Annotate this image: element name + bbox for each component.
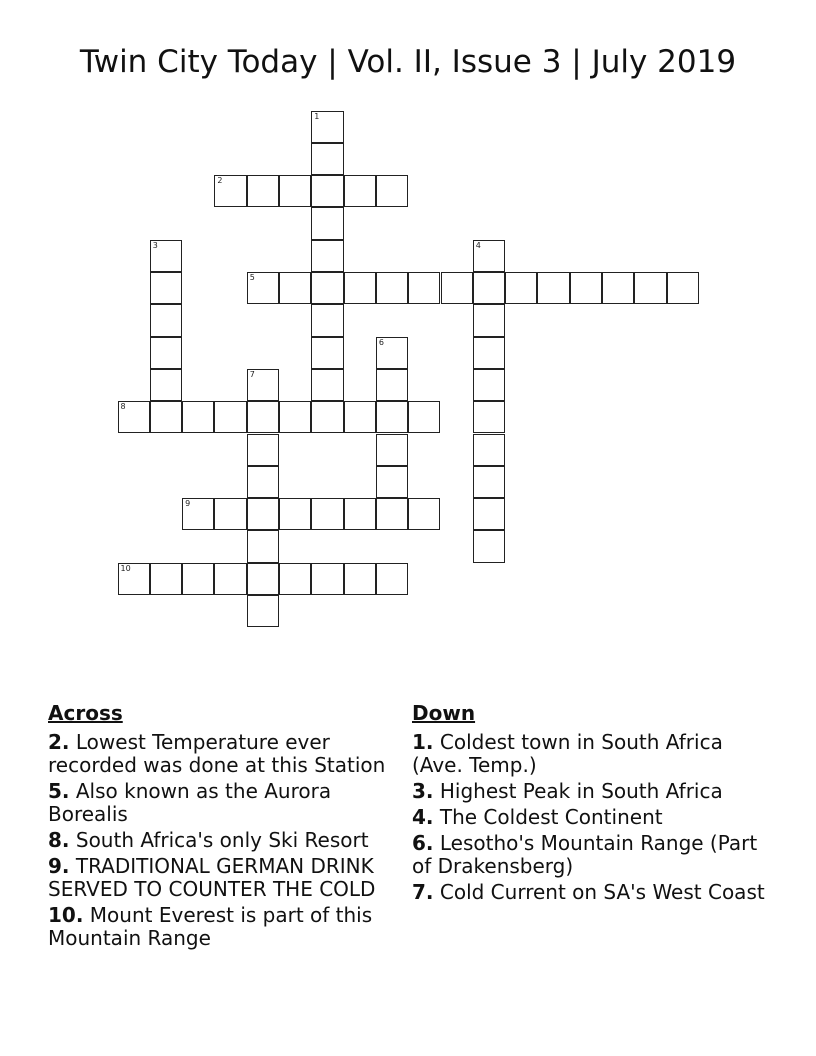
grid-cell[interactable] <box>214 401 246 433</box>
grid-cell[interactable] <box>441 272 473 304</box>
grid-cell[interactable] <box>376 337 408 369</box>
down-heading: Down <box>412 701 476 725</box>
grid-cell[interactable] <box>279 175 311 207</box>
grid-cell[interactable] <box>473 304 505 336</box>
clue-number: 4. <box>412 805 434 829</box>
grid-cell[interactable] <box>473 337 505 369</box>
clue-number: 5. <box>48 779 70 803</box>
grid-cell[interactable] <box>247 401 279 433</box>
cell-number: 5 <box>249 273 255 282</box>
clue-number: 10. <box>48 903 84 927</box>
cell-number: 3 <box>152 240 158 250</box>
clue-down-1 <box>412 731 772 777</box>
cell-number: 8 <box>120 402 126 412</box>
clue-across-2 <box>48 731 408 777</box>
clue-down-4 <box>412 806 772 829</box>
grid-cell[interactable] <box>150 272 182 304</box>
grid-cell[interactable] <box>667 272 699 304</box>
grid-cell[interactable] <box>279 272 311 304</box>
grid-cell[interactable] <box>376 401 408 433</box>
cell-number: 7 <box>249 369 255 379</box>
grid-cell[interactable] <box>408 272 440 304</box>
clue-number: 8. <box>48 828 70 852</box>
grid-cell[interactable] <box>634 272 666 304</box>
grid-cell[interactable] <box>344 563 376 595</box>
grid-cell[interactable] <box>376 369 408 401</box>
clue-across-8 <box>48 829 408 852</box>
grid-cell[interactable] <box>214 563 246 595</box>
grid-cell[interactable] <box>279 498 311 530</box>
grid-cell[interactable] <box>279 563 311 595</box>
grid-cell[interactable] <box>311 498 343 530</box>
clue-text: Cold Current on SA's West Coast <box>439 880 765 904</box>
grid-cell[interactable] <box>150 304 182 336</box>
grid-cell[interactable] <box>247 530 279 562</box>
grid-cell[interactable] <box>473 434 505 466</box>
clue-text: Also known as the Aurora Borealis <box>48 779 332 826</box>
grid-cell[interactable] <box>376 434 408 466</box>
grid-cell[interactable] <box>247 466 279 498</box>
cell-number: 1 <box>314 111 320 121</box>
clue-text: Highest Peak in South Africa <box>439 779 723 803</box>
grid-cell[interactable] <box>247 175 279 207</box>
grid-cell[interactable] <box>214 175 246 207</box>
grid-cell[interactable] <box>376 498 408 530</box>
clue-number: 2. <box>48 730 70 754</box>
clue-down-3 <box>412 780 772 803</box>
clue-across-5 <box>48 780 408 826</box>
across-heading: Across <box>48 701 123 725</box>
grid-cell[interactable] <box>150 401 182 433</box>
grid-cell[interactable] <box>247 272 279 304</box>
grid-cell[interactable] <box>408 498 440 530</box>
grid-cell[interactable] <box>118 401 150 433</box>
grid-cell[interactable] <box>311 272 343 304</box>
grid-cell[interactable] <box>247 595 279 627</box>
grid-cell[interactable] <box>602 272 634 304</box>
clue-down-7 <box>412 881 772 904</box>
clue-across-10 <box>48 904 408 950</box>
grid-cell[interactable] <box>118 563 150 595</box>
grid-cell[interactable] <box>311 369 343 401</box>
down-clues <box>412 702 772 907</box>
clue-number: 3. <box>412 779 434 803</box>
cell-number: 6 <box>378 337 384 347</box>
grid-cell[interactable] <box>247 369 279 401</box>
grid-cell[interactable] <box>473 498 505 530</box>
grid-cell[interactable] <box>311 240 343 272</box>
grid-cell[interactable] <box>570 272 602 304</box>
clue-text: Coldest town in South Africa (Ave. Temp.) <box>412 730 723 777</box>
cell-number: 9 <box>185 499 191 509</box>
clue-text: Mount Everest is part of this Mountain Range <box>48 903 373 950</box>
grid-cell[interactable] <box>344 401 376 433</box>
grid-cell[interactable] <box>279 401 311 433</box>
page-title: Twin City Today | Vol. II, Issue 3 | July 2019 <box>79 44 737 80</box>
clue-number: 9. <box>48 854 70 878</box>
grid-cell[interactable] <box>473 369 505 401</box>
clue-number: 6. <box>412 831 434 855</box>
grid-cell[interactable] <box>311 401 343 433</box>
grid-cell[interactable] <box>408 401 440 433</box>
clue-across-9 <box>48 855 408 901</box>
grid-cell[interactable] <box>344 175 376 207</box>
grid-cell[interactable] <box>311 337 343 369</box>
grid-cell[interactable] <box>344 272 376 304</box>
clue-text: The Coldest Continent <box>439 805 663 829</box>
grid-cell[interactable] <box>473 401 505 433</box>
grid-cell[interactable] <box>311 563 343 595</box>
grid-cell[interactable] <box>376 175 408 207</box>
grid-cell[interactable] <box>150 240 182 272</box>
grid-cell[interactable] <box>505 272 537 304</box>
clue-text: TRADITIONAL GERMAN DRINK SERVED TO COUNTER THE COLD <box>48 854 376 901</box>
clue-text: Lesotho's Mountain Range (Part of Drakensberg) <box>412 831 758 878</box>
cell-number: 2 <box>217 176 223 186</box>
grid-cell[interactable] <box>376 563 408 595</box>
grid-cell[interactable] <box>473 466 505 498</box>
grid-cell[interactable] <box>150 369 182 401</box>
grid-cell[interactable] <box>537 272 569 304</box>
grid-cell[interactable] <box>150 337 182 369</box>
cell-number: 4 <box>475 240 481 250</box>
grid-cell[interactable] <box>311 143 343 175</box>
grid-cell[interactable] <box>247 434 279 466</box>
grid-cell[interactable] <box>473 272 505 304</box>
grid-cell[interactable] <box>311 111 343 143</box>
grid-cell[interactable] <box>247 498 279 530</box>
grid-cell[interactable] <box>376 466 408 498</box>
grid-cell[interactable] <box>311 207 343 239</box>
clue-text: Lowest Temperature ever recorded was done at this Station <box>48 730 386 777</box>
clue-text: South Africa's only Ski Resort <box>75 828 369 852</box>
across-clues <box>48 702 408 953</box>
grid-cell[interactable] <box>182 401 214 433</box>
grid-cell[interactable] <box>150 563 182 595</box>
grid-cell[interactable] <box>182 563 214 595</box>
grid-cell[interactable] <box>247 563 279 595</box>
grid-cell[interactable] <box>182 498 214 530</box>
clue-number: 7. <box>412 880 434 904</box>
grid-cell[interactable] <box>214 498 246 530</box>
grid-cell[interactable] <box>473 530 505 562</box>
grid-cell[interactable] <box>376 272 408 304</box>
grid-cell[interactable] <box>344 498 376 530</box>
grid-cell[interactable] <box>311 175 343 207</box>
grid-cell[interactable] <box>311 304 343 336</box>
clue-number: 1. <box>412 730 434 754</box>
grid-cell[interactable] <box>473 240 505 272</box>
cell-number: 10 <box>120 563 131 573</box>
clue-down-6 <box>412 832 772 878</box>
